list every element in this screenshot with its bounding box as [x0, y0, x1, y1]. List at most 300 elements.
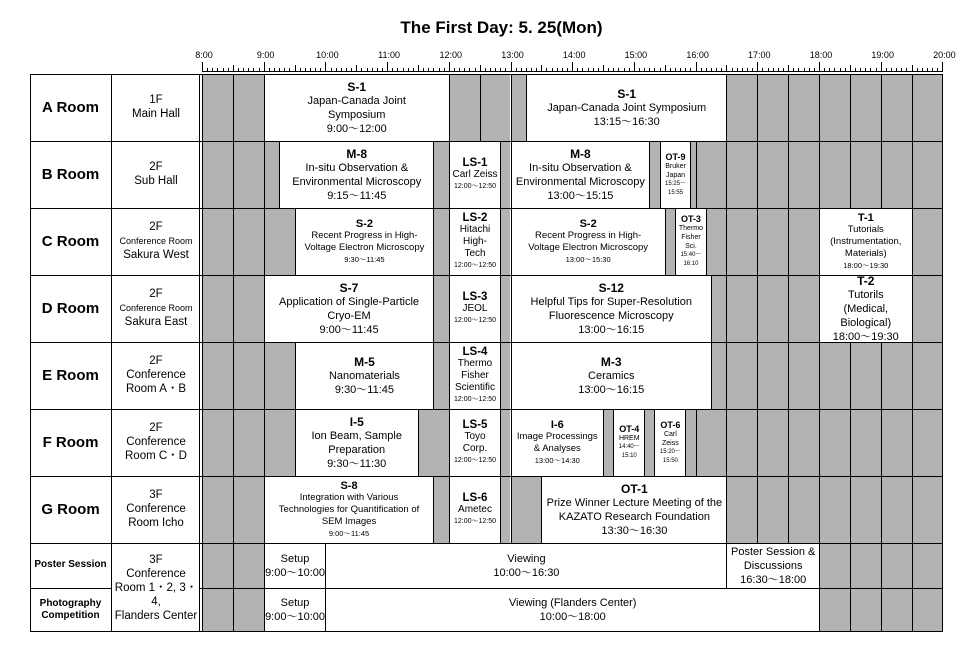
room-name-a: A Room	[42, 98, 99, 116]
session-title: Fisher	[681, 234, 701, 241]
ruler-tick	[696, 62, 697, 72]
room-place: Conference	[126, 436, 186, 448]
ruler-tick	[546, 68, 547, 72]
ruler-tick	[752, 68, 753, 72]
session-title: Viewing	[507, 553, 546, 565]
ruler-tick	[783, 68, 784, 72]
session-time: 12:00～12:50	[453, 396, 497, 403]
hour-label: 20:00	[933, 50, 956, 60]
session-time: 10:00～16:30	[493, 567, 560, 579]
hour-label: 9:00	[256, 50, 275, 60]
room-location-g	[112, 476, 200, 542]
session-p-view[interactable]	[325, 543, 727, 589]
session-title: JEOL	[462, 303, 488, 314]
ruler-tick	[757, 62, 758, 72]
ruler-tick	[223, 68, 224, 72]
session-code: T-1	[857, 212, 874, 224]
ruler-tick	[233, 65, 234, 72]
session-b1[interactable]	[279, 141, 434, 209]
ruler-tick	[598, 68, 599, 72]
session-title: Setup	[280, 553, 310, 565]
session-title: Voltage Electron Microscopy	[528, 242, 649, 253]
ruler-tick	[264, 62, 265, 72]
session-title: Preparation	[328, 444, 386, 456]
ruler-tick	[511, 62, 512, 72]
ruler-tick	[469, 68, 470, 72]
session-title: Zeiss	[662, 439, 679, 447]
session-title: Scientific	[454, 382, 495, 393]
session-c2[interactable]	[511, 208, 666, 276]
room-floor: 1F	[149, 94, 163, 106]
session-title: HREM	[618, 435, 640, 442]
ruler-tick	[629, 68, 630, 72]
hour-label: 12:00	[439, 50, 463, 60]
session-code: OT-4	[619, 424, 640, 434]
grid-line	[30, 74, 942, 75]
session-title: Nanomaterials	[328, 370, 400, 382]
ruler-tick	[423, 68, 424, 72]
session-d2[interactable]	[511, 275, 713, 343]
ruler-tick	[824, 68, 825, 72]
session-time: 18:00～19:30	[843, 261, 889, 270]
ruler-tick	[737, 68, 738, 72]
session-time: 10:00～18:00	[539, 611, 606, 623]
ruler-tick	[716, 68, 717, 72]
room-place: Sakura East	[124, 316, 188, 328]
session-code: M-5	[354, 355, 375, 369]
room-floor: 2F	[149, 355, 163, 367]
session-time: 15:25～15:55	[665, 180, 687, 196]
session-title: High-	[463, 236, 487, 247]
session-c1[interactable]	[295, 208, 435, 276]
ruler-tick	[793, 68, 794, 72]
room-place: Conference	[126, 369, 186, 381]
session-code: M-8	[346, 147, 368, 161]
session-title: SEM Images	[321, 516, 377, 527]
room-location-a	[112, 74, 200, 140]
time-ruler	[0, 0, 975, 75]
ruler-tick	[295, 65, 296, 72]
ruler-tick	[562, 68, 563, 72]
ruler-tick	[212, 68, 213, 72]
room-label-column	[30, 74, 199, 632]
ruler-tick	[773, 68, 774, 72]
session-c3[interactable]	[819, 208, 913, 276]
session-time: 9:00～11:45	[319, 324, 379, 336]
ruler-tick	[896, 68, 897, 72]
ruler-tick	[207, 68, 208, 72]
ruler-tick	[819, 62, 820, 72]
session-code: OT-1	[621, 482, 648, 496]
session-title: Recent Progress in High-	[311, 230, 418, 241]
session-title: Environmental Microscopy	[292, 176, 422, 188]
ruler-tick	[274, 68, 275, 72]
ruler-tick	[521, 68, 522, 72]
session-time: 14:40～15:10	[618, 444, 640, 459]
session-title: Application of Single-Particle	[279, 296, 420, 308]
session-title: Symposium	[328, 109, 386, 121]
session-p-setup[interactable]	[264, 543, 327, 589]
session-code: LS-4	[462, 346, 488, 358]
time-slot-shade	[202, 74, 233, 632]
ruler-tick	[351, 68, 352, 72]
session-code: M-3	[600, 355, 622, 369]
ruler-tick	[315, 68, 316, 72]
session-d3[interactable]	[819, 275, 913, 343]
session-title: Thermo	[678, 225, 704, 232]
ruler-tick	[300, 68, 301, 72]
ruler-tick	[901, 68, 902, 72]
grid-line	[111, 74, 112, 632]
ruler-tick	[937, 68, 938, 72]
ruler-tick	[639, 68, 640, 72]
session-title: Viewing (Flanders Center)	[508, 597, 637, 609]
ruler-tick	[881, 62, 882, 72]
ruler-tick	[279, 68, 280, 72]
session-title: Tech	[464, 248, 486, 259]
grid-line	[30, 588, 112, 589]
session-f2[interactable]	[511, 409, 605, 477]
ruler-tick	[624, 68, 625, 72]
hour-label: 17:00	[748, 50, 771, 60]
ruler-tick	[809, 68, 810, 72]
session-b2[interactable]	[511, 141, 651, 209]
ruler-tick	[670, 68, 671, 72]
ruler-tick	[732, 68, 733, 72]
session-time: 15:40～16:10	[680, 252, 702, 267]
ruler-tick	[768, 68, 769, 72]
ruler-tick	[459, 68, 460, 72]
session-title: Sci.	[685, 243, 697, 250]
ruler-tick	[634, 62, 635, 72]
session-title: Bruker	[665, 162, 686, 170]
session-ph-setup[interactable]	[264, 588, 327, 632]
hour-label: 14:00	[562, 50, 586, 60]
ruler-tick	[433, 68, 434, 72]
session-g1[interactable]	[264, 476, 435, 544]
ruler-tick	[428, 68, 429, 72]
room-name-e: E Room	[42, 366, 99, 384]
session-time: 9:00～10:00	[265, 567, 325, 579]
ruler-tick	[876, 68, 877, 72]
room-place: Sub Hall	[134, 175, 178, 187]
session-code: OT-3	[680, 214, 701, 224]
session-code: S-2	[579, 218, 597, 230]
room-name-b: B Room	[41, 165, 100, 183]
time-slot-shade	[850, 74, 881, 632]
ruler-tick	[840, 68, 841, 72]
session-code: S-12	[598, 281, 624, 295]
ruler-tick	[387, 62, 388, 72]
ruler-tick	[305, 68, 306, 72]
grid-line	[30, 74, 31, 632]
session-f-ot2[interactable]	[654, 409, 686, 477]
session-title: Poster Session &	[731, 546, 816, 558]
session-title: Helpful Tips for Super-Resolution	[530, 296, 692, 308]
session-code: I-5	[349, 415, 364, 429]
ruler-tick	[341, 68, 342, 72]
session-title: Image Processings	[516, 431, 598, 442]
session-title: Integration with Various	[299, 492, 399, 503]
session-time: 13:00～15:30	[565, 255, 611, 264]
session-a1[interactable]	[264, 74, 450, 142]
ruler-tick	[572, 62, 573, 72]
session-code: LS-6	[462, 492, 488, 504]
grid-line	[912, 74, 913, 632]
ruler-tick	[464, 68, 465, 72]
session-time: 12:00～12:50	[453, 457, 497, 464]
session-time: 13:00～16:15	[578, 384, 645, 396]
room-name-f: F Room	[42, 433, 99, 451]
hour-label: 18:00	[809, 50, 833, 60]
ruler-tick	[248, 68, 249, 72]
ruler-tick	[490, 68, 491, 72]
session-title: Setup	[280, 597, 310, 609]
session-d-ls[interactable]	[449, 275, 501, 343]
ruler-tick	[444, 68, 445, 72]
room-floor: 2F	[149, 221, 163, 233]
session-title: Ceramics	[588, 370, 635, 382]
room-place: Room C・D	[125, 450, 187, 462]
room-name-c: C Room	[41, 232, 100, 250]
session-b-ls[interactable]	[449, 141, 501, 209]
session-a2[interactable]	[526, 74, 728, 142]
ruler-tick	[259, 68, 260, 72]
session-time: 9:15～11:45	[327, 190, 387, 202]
room-location-b	[112, 141, 200, 207]
room-place-small: Conference Room	[119, 236, 193, 246]
ruler-tick	[361, 68, 362, 72]
session-title: Ametec	[458, 504, 492, 515]
ruler-tick	[618, 68, 619, 72]
ruler-tick	[917, 68, 918, 72]
session-code: S-1	[347, 80, 367, 94]
session-e2[interactable]	[511, 342, 713, 410]
photography-competition-label: Photography Competition	[39, 598, 102, 621]
room-place: Main Hall	[132, 108, 180, 120]
time-slot-shade	[819, 74, 850, 632]
room-place: Room 1・2, 3・4,	[114, 581, 198, 608]
session-f-ot1[interactable]	[613, 409, 645, 477]
ruler-tick	[690, 68, 691, 72]
grid-line	[881, 74, 882, 632]
session-title: (Instrumentation,	[830, 236, 902, 247]
ruler-tick	[284, 68, 285, 72]
session-d1[interactable]	[264, 275, 435, 343]
ruler-tick	[253, 68, 254, 72]
ruler-tick	[912, 65, 913, 72]
ruler-tick	[243, 68, 244, 72]
ruler-tick	[392, 68, 393, 72]
time-slot-shade	[233, 74, 264, 632]
session-code: S-1	[617, 87, 637, 101]
ruler-tick	[336, 68, 337, 72]
ruler-tick	[660, 68, 661, 72]
ruler-tick	[377, 68, 378, 72]
time-slot-shade	[912, 74, 943, 632]
session-title: Environmental Microscopy	[515, 176, 645, 188]
ruler-tick	[593, 68, 594, 72]
ruler-tick	[804, 68, 805, 72]
ruler-tick	[531, 68, 532, 72]
session-title: Cryo-EM	[327, 310, 371, 322]
session-title: Corp.	[462, 443, 488, 454]
room-location-e	[112, 342, 200, 408]
ruler-tick	[397, 68, 398, 72]
session-c-ls[interactable]	[449, 208, 501, 276]
ruler-tick	[346, 68, 347, 72]
room-name-d: D Room	[41, 299, 100, 317]
ruler-tick	[654, 68, 655, 72]
room-floor: 2F	[149, 422, 163, 434]
ruler-tick	[886, 68, 887, 72]
ruler-tick	[552, 68, 553, 72]
session-title: Discussions	[743, 560, 803, 572]
ruler-tick	[495, 68, 496, 72]
session-title: Prize Winner Lecture Meeting of the	[546, 497, 723, 509]
session-f-ls[interactable]	[449, 409, 501, 477]
grid-line	[199, 74, 200, 632]
ruler-tick	[217, 68, 218, 72]
session-code: S-2	[355, 218, 374, 230]
session-time: 12:00～12:50	[453, 183, 497, 190]
ruler-tick	[403, 68, 404, 72]
ruler-tick	[449, 62, 450, 72]
ruler-tick	[906, 68, 907, 72]
session-title: In-situ Observation &	[305, 162, 409, 174]
session-title: In-situ Observation &	[529, 162, 632, 174]
ruler-tick	[320, 68, 321, 72]
session-c-ot[interactable]	[675, 208, 707, 276]
session-time: 12:00～12:50	[453, 317, 497, 324]
ruler-tick	[541, 65, 542, 72]
session-time: 13:30～16:30	[601, 525, 668, 537]
ruler-tick	[798, 68, 799, 72]
schedule-grid	[30, 74, 942, 632]
session-time: 9:30～11:30	[327, 458, 387, 470]
session-code: M-8	[570, 147, 591, 161]
ruler-tick	[644, 68, 645, 72]
schedule-title: The First Day: 5. 25(Mon)	[400, 18, 603, 37]
ruler-tick	[665, 65, 666, 72]
ruler-tick	[788, 65, 789, 72]
room-place: Conference	[126, 567, 186, 580]
ruler-tick	[721, 68, 722, 72]
session-p-disc[interactable]	[726, 543, 820, 589]
ruler-tick	[850, 65, 851, 72]
room-place: Sakura West	[123, 249, 189, 261]
session-time: 13:15～16:30	[593, 116, 660, 128]
ruler-tick	[711, 68, 712, 72]
session-title: Japan-Canada Joint	[307, 95, 406, 107]
ruler-tick	[932, 68, 933, 72]
session-title: KAZATO Research Foundation	[558, 511, 710, 523]
ruler-tick	[742, 68, 743, 72]
session-title: Carl	[663, 430, 677, 438]
session-title: Voltage Electron Microscopy	[304, 242, 425, 253]
session-g2[interactable]	[541, 476, 727, 544]
grid-line	[233, 74, 234, 632]
ruler-tick	[439, 68, 440, 72]
hour-label: 19:00	[871, 50, 894, 60]
ruler-tick	[865, 68, 866, 72]
ruler-tick	[922, 68, 923, 72]
ruler-tick	[675, 68, 676, 72]
session-time: 18:00～19:30	[832, 331, 899, 343]
session-title: (Medical, Biological)	[840, 303, 892, 329]
ruler-tick	[516, 68, 517, 72]
ruler-tick	[860, 68, 861, 72]
ruler-tick	[577, 68, 578, 72]
ruler-tick	[845, 68, 846, 72]
ruler-tick	[701, 68, 702, 72]
ruler-tick	[325, 62, 326, 72]
ruler-tick	[454, 68, 455, 72]
room-place: Flanders Center	[114, 609, 198, 622]
session-e-ls[interactable]	[449, 342, 501, 410]
room-location-c	[112, 208, 200, 274]
ruler-tick	[500, 68, 501, 72]
session-time: 12:00～12:50	[453, 262, 497, 269]
session-code: LS-5	[462, 419, 488, 431]
ruler-tick	[613, 68, 614, 72]
ruler-tick	[202, 62, 203, 72]
ruler-tick	[855, 68, 856, 72]
session-title: & Analyses	[533, 443, 581, 454]
session-title: Materials)	[844, 248, 887, 259]
ruler-tick	[778, 68, 779, 72]
ruler-tick	[289, 68, 290, 72]
session-title: Recent Progress in High-	[535, 230, 642, 241]
poster-session-label: Poster Session	[34, 559, 107, 570]
session-title: Japan-Canada Joint Symposium	[547, 102, 707, 114]
ruler-tick	[331, 68, 332, 72]
ruler-tick	[526, 68, 527, 72]
ruler-tick	[485, 68, 486, 72]
ruler-tick	[649, 68, 650, 72]
session-code: OT-9	[665, 151, 686, 162]
room-place: Room A・B	[125, 383, 187, 395]
ruler-tick	[747, 68, 748, 72]
session-code: I-6	[550, 419, 564, 431]
session-time: 9:30～11:45	[344, 255, 385, 264]
session-title: Ion Beam, Sample	[311, 430, 402, 442]
hour-label: 10:00	[316, 50, 339, 60]
session-e1[interactable]	[295, 342, 435, 410]
ruler-tick	[413, 68, 414, 72]
ruler-tick	[356, 65, 357, 72]
room-floor: 3F	[149, 553, 163, 566]
session-title: Tutorials	[847, 224, 884, 235]
ruler-tick	[367, 68, 368, 72]
session-code: T-2	[857, 275, 875, 288]
ruler-tick	[762, 68, 763, 72]
ruler-tick	[706, 68, 707, 72]
session-time: 9:30～11:45	[334, 384, 395, 396]
session-title: Fluorescence Microscopy	[548, 310, 674, 322]
ruler-tick	[927, 68, 928, 72]
session-code: OT-6	[660, 419, 681, 430]
session-time: 13:00～15:15	[547, 190, 614, 202]
session-f1[interactable]	[295, 409, 419, 477]
session-g-ls[interactable]	[449, 476, 501, 544]
session-ph-view[interactable]	[325, 588, 820, 632]
session-b-ot[interactable]	[660, 141, 692, 209]
session-time: 12:00～12:50	[453, 518, 497, 525]
ruler-tick	[269, 68, 270, 72]
ruler-tick	[418, 65, 419, 72]
ruler-tick	[891, 68, 892, 72]
